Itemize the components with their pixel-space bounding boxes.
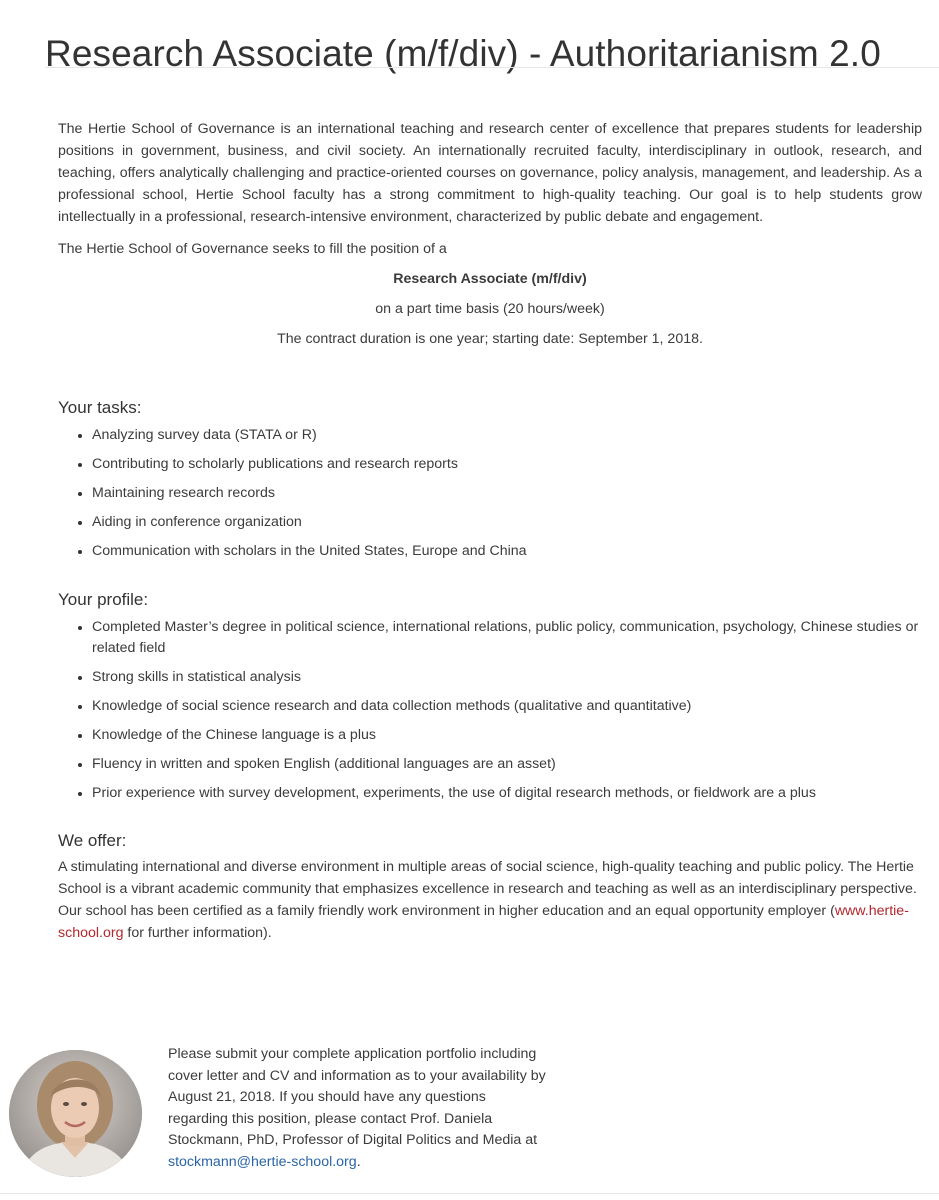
offer-text-end: for further information). bbox=[123, 925, 272, 941]
footer-divider bbox=[0, 1193, 939, 1194]
list-item: • Maintaining research records bbox=[92, 483, 922, 504]
profile-heading: Your profile: bbox=[58, 590, 149, 609]
tasks-list bbox=[58, 425, 922, 562]
list-item: • Strong skills in statistical analysis bbox=[92, 667, 922, 688]
tasks-heading: Your tasks: bbox=[58, 398, 142, 417]
title-divider bbox=[45, 67, 939, 68]
list-item: • Aiding in conference organization bbox=[92, 512, 922, 533]
offer-paragraph bbox=[58, 856, 922, 944]
list-item: • Fluency in written and spoken English (additional languages are an asset) bbox=[92, 754, 922, 775]
contact-email-link[interactable]: stockmann@hertie-school.org bbox=[168, 1153, 357, 1170]
contract-line: The contract duration is one year; starting date: September 1, 2018. bbox=[277, 331, 703, 347]
job-description bbox=[58, 118, 922, 944]
list-item: • Knowledge of social science research and data collection methods (qualitative and quantitative) bbox=[92, 696, 922, 717]
list-item: • Prior experience with survey development, experiments, the use of digital research methods, or fieldwork are a plus bbox=[92, 783, 922, 804]
application-paragraph bbox=[168, 1044, 548, 1173]
offer-heading: We offer: bbox=[58, 831, 127, 850]
application-text: Please submit your complete application portfolio including cover letter and CV and information as to your availability by August 21, 2018. If you should have any questions regarding this position, please contact Prof. Daniela Stockmann, PhD, Professor of Digital Politics and Media at bbox=[168, 1046, 546, 1149]
list-item: • Completed Master’s degree in political science, international relations, public policy, communication, psychology, Chinese studies or related field bbox=[92, 617, 922, 659]
offer-text: A stimulating international and diverse environment in multiple areas of social science, high-quality teaching and public policy. The Hertie School is a vibrant academic community that emphasizes excellence in research and teaching as well as an interdisciplinary perspective. Our school has been certified as a family friendly work environment in higher education and an equal opportunity employer ( bbox=[58, 859, 917, 919]
list-item: • Communication with scholars in the United States, Europe and China bbox=[92, 541, 922, 562]
application-block bbox=[9, 1030, 549, 1180]
avatar bbox=[9, 1050, 142, 1177]
page-title: Research Associate (m/f/div) - Authoritarianism 2.0 bbox=[45, 32, 881, 74]
application-text-end: . bbox=[356, 1153, 361, 1170]
list-item: • Knowledge of the Chinese language is a plus bbox=[92, 725, 922, 746]
list-item: • Analyzing survey data (STATA or R) bbox=[92, 425, 922, 446]
person-photo-icon bbox=[9, 1050, 142, 1177]
list-item: • Contributing to scholarly publications and research reports bbox=[92, 454, 922, 475]
profile-list bbox=[58, 617, 922, 804]
intro-paragraph: The Hertie School of Governance is an international teaching and research center of excellence that prepares students for leadership positions in government, business, and civil society. An internationally recruited faculty, interdisciplinary in outlook, research, and teaching, offers analytically challenging and practice-oriented courses on governance, policy analysis, management, and leadership. As a professional school, Hertie School faculty has a strong commitment to high-quality teaching. Our goal is to help students grow intellectually in a professional, research-intensive environment, characterized by public debate and engagement. bbox=[58, 121, 922, 225]
position-title: Research Associate (m/f/div) bbox=[393, 271, 587, 287]
basis-line: on a part time basis (20 hours/week) bbox=[375, 301, 605, 317]
hertie-website-link[interactable]: www.hertie-school.org bbox=[58, 903, 909, 941]
seeks-line: The Hertie School of Governance seeks to fill the position of a bbox=[58, 241, 447, 257]
